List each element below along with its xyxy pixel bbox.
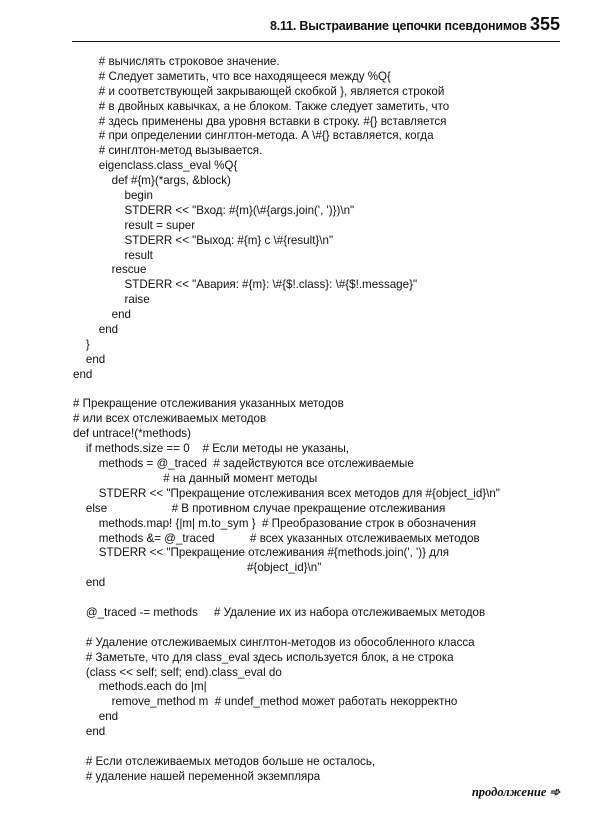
code-line: # или всех отслеживаемых методов — [73, 412, 267, 426]
running-head — [270, 14, 560, 40]
code-line: methods.each do |m| — [73, 680, 207, 694]
code-line: end — [73, 323, 119, 337]
continued-note: продолжение ➾ — [471, 785, 560, 799]
code-line: STDERR << "Авария: #{m}: \#{$!.class}: \#{$!.message}" — [73, 278, 418, 292]
code-line: STDERR << "Прекращение отслеживания всех методов для #{object_id}\n" — [73, 486, 500, 500]
code-line: def untrace!(*methods) — [73, 427, 191, 441]
code-line: # и соответствующей закрывающей скобкой }, является строкой — [73, 84, 445, 98]
code-line: STDERR << "Выход: #{m} с \#{result}\n" — [73, 233, 334, 247]
code-line: # удаление нашей переменной экземпляра — [73, 769, 321, 783]
code-line: STDERR << "Вход: #{m}(\#{args.join(', ')})\n" — [73, 203, 355, 217]
code-line: # при определении синглтон-метода. А \#{} вставляется, когда — [73, 129, 434, 143]
code-line: methods &= @_traced # всех указанных отслеживаемых методов — [73, 531, 480, 545]
code-line: # синглтон-метод вызывается. — [73, 144, 263, 158]
code-line: rescue — [73, 263, 147, 277]
code-line: end — [73, 710, 119, 724]
code-line: if methods.size == 0 # Если методы не указаны, — [73, 442, 350, 456]
code-line: # Прекращение отслеживания указанных методов — [73, 397, 344, 411]
code-line: methods.map! {|m| m.to_sym } # Преобразование строк в обозначения — [73, 516, 477, 530]
code-line: # здесь применены два уровня вставки в строку. #{} вставляется — [73, 114, 447, 128]
code-line: eigenclass.class_eval %Q{ — [73, 159, 238, 173]
code-line: # Заметьте, что для class_eval здесь используется блок, а не строка — [73, 650, 454, 664]
code-line — [73, 591, 500, 606]
code-line: end — [73, 725, 106, 739]
header-rule — [72, 41, 560, 42]
code-line: result = super — [73, 218, 196, 232]
page-number: 355 — [529, 14, 560, 34]
code-line: # вычислять строковое значение. — [73, 55, 280, 68]
code-line: methods = @_traced # задействуются все отслеживаемые — [73, 457, 414, 471]
code-line: result — [73, 248, 153, 262]
code-line: end — [73, 308, 131, 322]
code-line: # Если отслеживаемых методов больше не осталось, — [73, 754, 376, 768]
code-line: end — [73, 576, 106, 590]
code-line — [73, 383, 500, 398]
code-line — [73, 740, 500, 755]
section-title: 8.11. Выстраивание цепочки псевдонимов — [270, 19, 527, 33]
code-line: STDERR << "Прекращение отслеживания #{methods.join(', ')} для — [73, 546, 450, 560]
code-line: (class << self; self; end).class_eval do — [73, 665, 282, 679]
code-line: def #{m}(*args, &block) — [73, 174, 231, 188]
code-line: # Удаление отслеживаемых синглтон-методов из обособленного класса — [73, 635, 475, 649]
code-line: end — [73, 352, 106, 366]
code-line: # на данный момент методы — [73, 471, 318, 485]
code-line: begin — [73, 189, 153, 203]
code-line: # Следует заметить, что все находящееся между %Q{ — [73, 69, 391, 83]
code-line: } — [73, 337, 90, 351]
code-line: # в двойных кавычках, а не блоком. Также следует заметить, что — [73, 99, 450, 113]
code-line — [73, 621, 500, 636]
code-line: end — [73, 367, 93, 381]
code-listing — [73, 55, 500, 785]
code-line: else # В противном случае прекращение отслеживания — [73, 501, 446, 515]
code-line: raise — [73, 293, 150, 307]
code-line: #{object_id}\n" — [73, 561, 322, 575]
code-line: @_traced -= methods # Удаление их из набора отслеживаемых методов — [73, 605, 486, 619]
code-line: remove_method m # undef_method может работать некорректно — [73, 695, 458, 709]
